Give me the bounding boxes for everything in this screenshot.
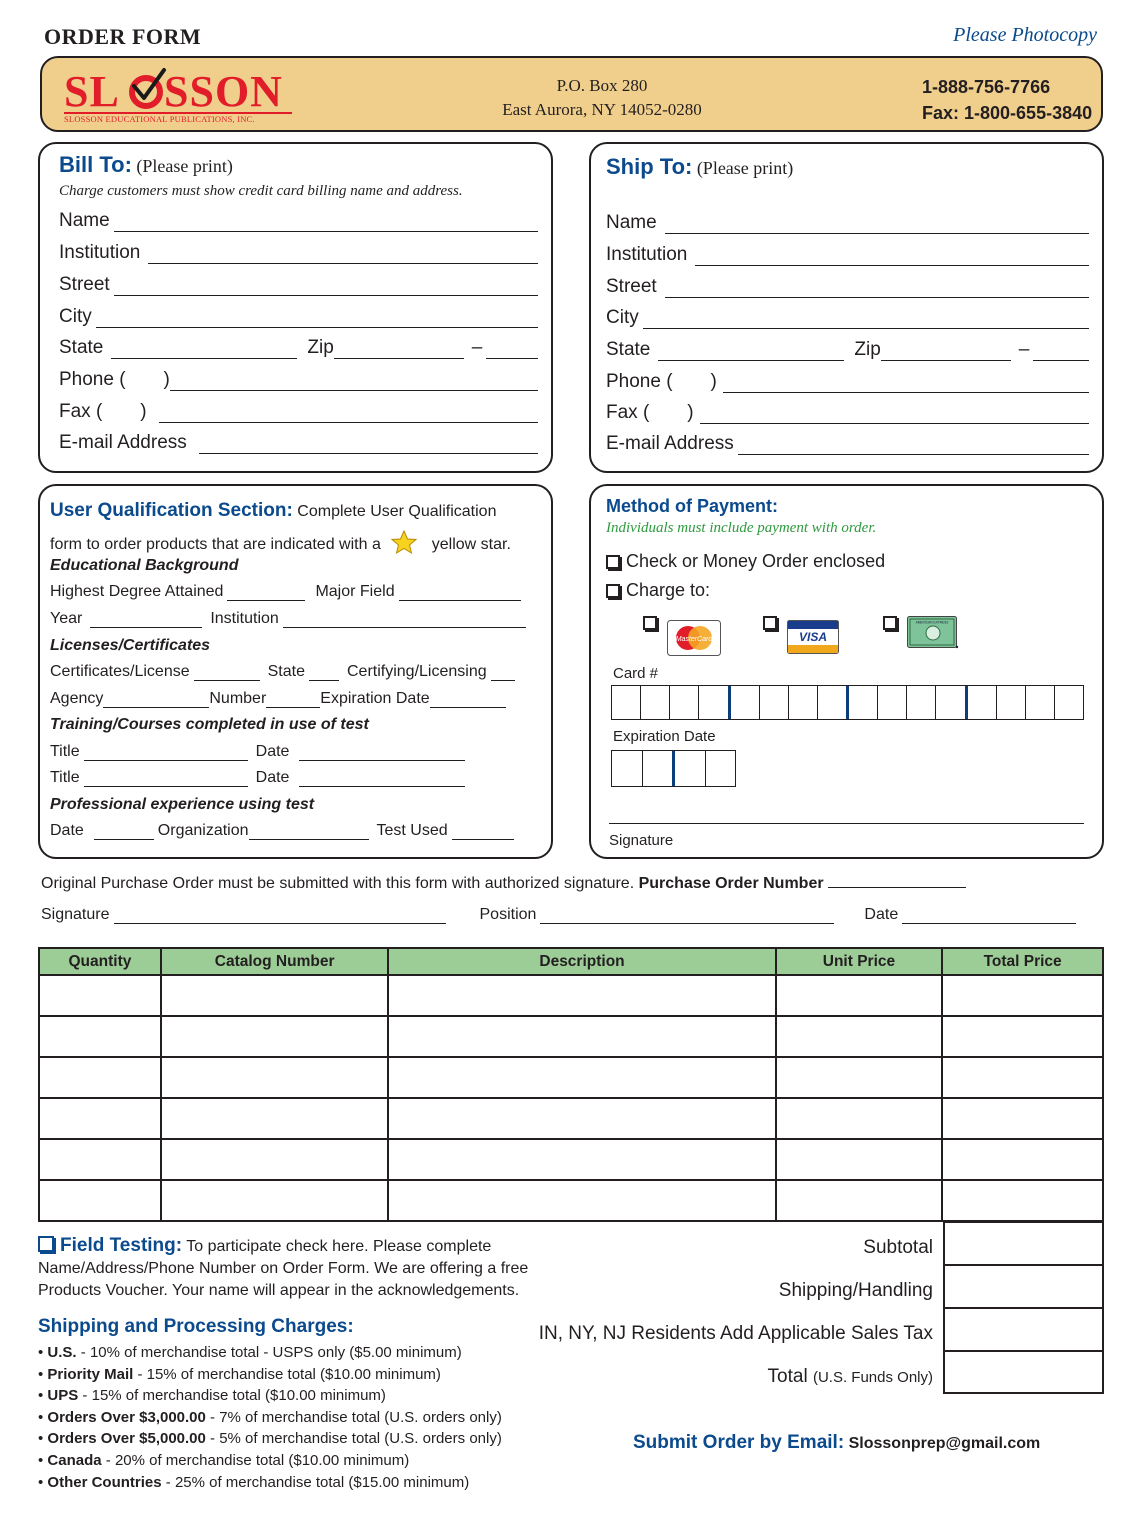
table-cell[interactable] (942, 1098, 1103, 1139)
charge-checkbox[interactable] (606, 584, 620, 598)
bill-name-field[interactable] (59, 210, 538, 232)
table-row (39, 975, 1103, 1016)
table-header-row (39, 948, 1103, 975)
table-cell[interactable] (39, 1098, 161, 1139)
bill-to-title: Bill To: (59, 152, 132, 177)
test-used-label: Test Used (376, 822, 448, 839)
field-testing-checkbox[interactable] (38, 1236, 54, 1252)
card-digit-box[interactable] (878, 686, 907, 719)
bill-to-panel (38, 142, 553, 473)
table-cell[interactable] (161, 1139, 389, 1180)
card-digit-box[interactable] (789, 686, 818, 719)
header-banner (40, 56, 1103, 132)
training-date-line-2[interactable] (299, 773, 465, 787)
table-cell[interactable] (39, 1057, 161, 1098)
bill-zip-label: Zip (307, 337, 334, 358)
slosson-logo (64, 66, 294, 128)
shipping-item-text: - 5% of merchandise total (U.S. orders only) (205, 1430, 502, 1448)
photocopy-note: Please Photocopy (953, 24, 1097, 46)
ship-city-label: City (606, 307, 639, 328)
ship-state-label: State (606, 339, 651, 360)
qualification-intro-3: yellow star. (431, 536, 511, 553)
ship-city-field[interactable] (606, 307, 1089, 329)
shipping-cell[interactable] (945, 1266, 1102, 1309)
ship-email-label: E-mail Address (606, 433, 734, 454)
ship-to-panel (589, 142, 1104, 473)
shipping-item-label: Orders Over $5,000.00 (47, 1430, 206, 1448)
bullet-icon: • (38, 1430, 48, 1448)
bill-phone-field[interactable] (59, 369, 538, 391)
table-cell[interactable] (388, 1016, 775, 1057)
table-cell[interactable] (161, 1016, 389, 1057)
address-line-2: East Aurora, NY 14052-0280 (502, 100, 702, 119)
total-label-row (768, 1366, 933, 1388)
ship-street-field[interactable] (606, 276, 1089, 298)
check-option[interactable] (606, 551, 885, 572)
field-testing-line-3: Products Voucher. Your name will appear in the acknowledgements. (38, 1282, 520, 1299)
order-items-table (38, 947, 1104, 1222)
experience-row[interactable] (50, 822, 522, 840)
test-used-line[interactable] (452, 826, 514, 840)
major-line[interactable] (399, 587, 521, 601)
tax-cell[interactable] (945, 1309, 1102, 1352)
bill-street-field[interactable] (59, 274, 538, 296)
bill-city-label: City (59, 306, 92, 327)
table-cell[interactable] (776, 1180, 943, 1221)
bill-to-subtitle: (Please print) (136, 156, 233, 176)
sales-tax-label: IN, NY, NJ Residents Add Applicable Sales Tax (538, 1323, 933, 1344)
bullet-icon: • (38, 1451, 48, 1469)
organization-label: Organization (157, 822, 249, 839)
shipping-item (38, 1428, 502, 1450)
card-digit-box[interactable] (699, 686, 730, 719)
po-signature-row (41, 906, 1086, 924)
table-row (39, 1139, 1103, 1180)
shipping-item-text: - 7% of merchandise total (U.S. orders only) (205, 1408, 502, 1426)
table-body (39, 975, 1103, 1221)
ship-phone-label: Phone ( (606, 371, 673, 392)
check-checkbox[interactable] (606, 555, 620, 569)
expiration-digit-box[interactable] (706, 751, 736, 786)
table-row (39, 1180, 1103, 1221)
mailing-address (482, 74, 722, 122)
agency-row[interactable] (50, 690, 514, 708)
training-heading: Training/Courses completed in use of test (50, 716, 369, 733)
table-row (39, 1098, 1103, 1139)
card-digit-box[interactable] (1055, 686, 1083, 719)
bill-email-line[interactable] (199, 436, 538, 454)
bill-institution-label: Institution (59, 242, 141, 263)
certificates-label: Certificates/License (50, 663, 190, 680)
ship-fax-field[interactable] (606, 402, 1089, 424)
shipping-list (38, 1342, 502, 1493)
shipping-item-text: - 15% of merchandise total ($10.00 minimum) (133, 1365, 441, 1383)
address-line-1: P.O. Box 280 (556, 76, 648, 95)
po-signature-line[interactable] (114, 910, 446, 924)
col-unit-price: Unit Price (776, 948, 943, 975)
card-expiration-label: Expiration Date (613, 728, 716, 745)
svg-text:SSON: SSON (164, 67, 283, 112)
bill-zip-dash: – (471, 337, 483, 358)
table-cell[interactable] (161, 1057, 389, 1098)
field-testing-block (38, 1235, 578, 1302)
table-cell[interactable] (388, 1098, 775, 1139)
bill-fax-label: Fax ( (59, 401, 103, 422)
cert-state-label: State (267, 663, 305, 680)
degree-row[interactable] (50, 583, 529, 601)
qualification-intro-2: form to order products that are indicated with a (50, 536, 381, 553)
table-cell[interactable] (388, 1180, 775, 1221)
table-cell[interactable] (776, 1057, 943, 1098)
card-number-input[interactable] (611, 685, 1084, 720)
payment-panel (589, 484, 1104, 859)
totals-box (943, 1221, 1104, 1394)
experience-date-line[interactable] (94, 826, 154, 840)
po-number-label: Purchase Order Number (638, 875, 824, 892)
table-cell[interactable] (161, 1098, 389, 1139)
expiration-digit-box[interactable] (675, 751, 706, 786)
mastercard-text: MasterCard (675, 636, 713, 643)
ship-zip-label: Zip (854, 339, 881, 360)
ship-street-label: Street (606, 276, 657, 297)
payment-title: Method of Payment: (606, 496, 779, 516)
po-position-line[interactable] (540, 910, 834, 924)
year-line[interactable] (90, 614, 202, 628)
card-digit-box[interactable] (612, 686, 641, 719)
ship-phone-line[interactable] (723, 375, 1089, 393)
expiration-line[interactable] (430, 694, 506, 708)
amex-checkbox[interactable] (883, 616, 897, 630)
ship-to-title: Ship To: (606, 154, 693, 179)
card-digit-box[interactable] (997, 686, 1026, 719)
ship-to-subtitle: (Please print) (696, 158, 794, 178)
table-row (39, 1057, 1103, 1098)
ship-city-line[interactable] (643, 311, 1089, 329)
bullet-icon: • (38, 1344, 48, 1361)
shipping-item (38, 1407, 502, 1429)
card-digit-box[interactable] (641, 686, 670, 719)
total-label: Total (767, 1366, 808, 1387)
visa-icon (787, 620, 839, 654)
subtotal-label: Subtotal (863, 1237, 933, 1258)
qualification-heading (50, 500, 496, 522)
licenses-heading: Licenses/Certificates (50, 637, 211, 654)
mastercard-icon (667, 620, 721, 656)
table-cell[interactable] (39, 1139, 161, 1180)
bill-state-zip-field[interactable] (59, 337, 538, 359)
ship-email-line[interactable] (738, 437, 1089, 455)
ship-phone-field[interactable] (606, 371, 1089, 393)
major-label: Major Field (315, 583, 395, 600)
certifying-line[interactable] (491, 667, 515, 681)
card-digit-box[interactable] (670, 686, 699, 719)
payment-signature-label: Signature (609, 832, 674, 849)
card-number-label: Card # (613, 665, 659, 682)
bill-zip4-line[interactable] (486, 341, 538, 359)
total-note: (U.S. Funds Only) (812, 1369, 933, 1386)
charge-label: Charge to: (626, 580, 711, 600)
card-digit-box[interactable] (731, 686, 760, 719)
card-digit-box[interactable] (968, 686, 997, 719)
card-digit-box[interactable] (1026, 686, 1055, 719)
ship-name-label: Name (606, 212, 657, 233)
subtotal-cell[interactable] (945, 1223, 1102, 1266)
training-title-line-2[interactable] (84, 773, 248, 787)
bill-to-note: Charge customers must show credit card billing name and address. (59, 183, 463, 199)
shipping-item (38, 1385, 502, 1407)
shipping-title: Shipping and Processing Charges: (38, 1316, 354, 1337)
qualification-intro-1: Complete User Qualification (297, 503, 497, 520)
table-cell[interactable] (942, 1139, 1103, 1180)
ship-name-field[interactable] (606, 212, 1089, 234)
visa-text: VISA (798, 630, 828, 644)
card-digit-box[interactable] (760, 686, 789, 719)
table-cell[interactable] (776, 1139, 943, 1180)
organization-line[interactable] (249, 826, 369, 840)
ship-zip-dash: – (1018, 339, 1030, 360)
ship-institution-label: Institution (606, 244, 688, 265)
table-cell[interactable] (942, 1016, 1103, 1057)
payment-note: Individuals must include payment with order. (606, 520, 877, 536)
number-label: Number (209, 690, 267, 707)
bullet-icon: • (38, 1387, 48, 1405)
degree-line[interactable] (227, 587, 305, 601)
ship-state-zip-field[interactable] (606, 339, 1089, 361)
mastercard-checkbox[interactable] (643, 616, 657, 630)
table-cell[interactable] (388, 1057, 775, 1098)
experience-date-label: Date (50, 822, 84, 839)
shipping-item (38, 1342, 502, 1364)
bill-fax-close: ) (140, 401, 147, 422)
shipping-item-text: - 20% of merchandise total ($10.00 minimum) (101, 1451, 410, 1469)
ship-email-field[interactable] (606, 433, 1089, 455)
col-quantity: Quantity (39, 948, 161, 975)
po-date-label: Date (864, 906, 899, 923)
table-cell[interactable] (161, 1180, 389, 1221)
payment-signature-line[interactable] (609, 823, 1084, 824)
qualification-title: User Qualification Section: (50, 500, 293, 521)
training-date-line[interactable] (299, 747, 465, 761)
table-cell[interactable] (776, 1016, 943, 1057)
check-label: Check or Money Order enclosed (626, 551, 886, 571)
table-cell[interactable] (161, 975, 389, 1016)
bullet-icon: • (38, 1473, 48, 1491)
ship-fax-close: ) (687, 402, 694, 423)
certifying-label: Certifying/Licensing (346, 663, 487, 680)
card-digit-box[interactable] (907, 686, 936, 719)
bill-phone-label: Phone ( (59, 369, 126, 390)
shipping-item (38, 1364, 502, 1386)
po-date-line[interactable] (902, 910, 1076, 924)
shipping-item-label: U.S. (47, 1344, 77, 1361)
shipping-item-label: Other Countries (47, 1473, 162, 1491)
ship-institution-line[interactable] (695, 248, 1089, 266)
card-digit-box[interactable] (936, 686, 967, 719)
ship-name-line[interactable] (665, 216, 1089, 234)
submit-label: Submit Order by Email: (633, 1432, 845, 1453)
submit-email[interactable]: Slossonprep@gmail.com (848, 1435, 1041, 1452)
po-signature-label: Signature (41, 906, 110, 923)
shipping-item-text: - 15% of merchandise total ($10.00 minimum) (78, 1387, 386, 1405)
shipping-item-text: - 10% of merchandise total - USPS only ($5.00 minimum) (76, 1344, 462, 1361)
cert-state-line[interactable] (309, 667, 339, 681)
qualification-panel (38, 484, 553, 859)
training-title-label: Title (50, 743, 80, 760)
certificates-row[interactable] (50, 663, 523, 681)
table-cell[interactable] (388, 1139, 775, 1180)
institution-label: Institution (210, 610, 279, 627)
training-row-1[interactable] (50, 743, 473, 761)
card-digit-box[interactable] (818, 686, 849, 719)
year-row[interactable] (50, 610, 534, 628)
expiration-label: Expiration Date (320, 690, 430, 707)
svg-text:SL: SL (64, 67, 120, 112)
training-title-line[interactable] (84, 747, 248, 761)
table-cell[interactable] (942, 1180, 1103, 1221)
bill-institution-field[interactable] (59, 242, 538, 264)
card-expiration-input[interactable] (611, 750, 736, 787)
table-row (39, 1016, 1103, 1057)
field-testing-title: Field Testing: (60, 1235, 183, 1256)
bill-fax-field[interactable] (59, 401, 538, 423)
amex-icon (907, 616, 959, 650)
logo-tagline: SLOSSON EDUCATIONAL PUBLICATIONS, INC. (64, 114, 255, 124)
po-number-line[interactable] (828, 874, 966, 888)
bill-email-label: E-mail Address (59, 432, 187, 453)
total-cell[interactable] (945, 1352, 1102, 1395)
bill-state-label: State (59, 337, 104, 358)
edu-heading: Educational Background (50, 557, 239, 574)
bill-to-heading (59, 152, 233, 178)
training-row-2[interactable] (50, 769, 473, 787)
table-cell[interactable] (39, 975, 161, 1016)
number-line[interactable] (266, 694, 320, 708)
bill-institution-line[interactable] (148, 246, 538, 264)
qualification-intro-line-2 (50, 530, 511, 554)
bullet-icon: • (38, 1365, 48, 1383)
ship-state-line[interactable] (658, 343, 844, 361)
card-digit-box[interactable] (849, 686, 878, 719)
bill-city-field[interactable] (59, 306, 538, 328)
bill-zip-line[interactable] (334, 341, 464, 359)
shipping-item-label: UPS (47, 1387, 79, 1405)
bill-state-line[interactable] (111, 341, 297, 359)
table-cell[interactable] (39, 1016, 161, 1057)
expiration-digit-box[interactable] (643, 751, 676, 786)
training-date-label-2: Date (255, 769, 290, 786)
qual-institution-line[interactable] (283, 614, 526, 628)
fax-number: Fax: 1-800-655-3840 (922, 103, 1093, 123)
ship-to-heading (606, 154, 793, 180)
col-catalog-number: Catalog Number (161, 948, 389, 975)
experience-heading: Professional experience using test (50, 796, 315, 813)
shipping-item-label: Orders Over $3,000.00 (47, 1408, 206, 1426)
shipping-handling-label: Shipping/Handling (778, 1280, 933, 1301)
visa-checkbox[interactable] (763, 616, 777, 630)
table-cell[interactable] (942, 975, 1103, 1016)
training-title-label-2: Title (50, 769, 80, 786)
training-date-label: Date (255, 743, 290, 760)
col-total-price: Total Price (942, 948, 1103, 975)
bill-city-line[interactable] (96, 310, 538, 328)
form-title: ORDER FORM (44, 24, 202, 49)
logo-wordmark-icon (64, 66, 294, 112)
ship-phone-close: ) (710, 371, 717, 392)
amex-text: AMERICAN EXPRESS (915, 620, 949, 625)
bill-phone-line[interactable] (170, 373, 538, 391)
bill-street-line[interactable] (114, 278, 538, 296)
bill-name-line[interactable] (114, 214, 538, 232)
ship-zip4-line[interactable] (1033, 343, 1089, 361)
degree-label: Highest Degree Attained (50, 583, 224, 600)
bill-fax-line[interactable] (159, 405, 538, 423)
submit-row (633, 1432, 1040, 1454)
bill-street-label: Street (59, 274, 110, 295)
shipping-item-label: Canada (47, 1451, 102, 1469)
shipping-item-text: - 25% of merchandise total ($15.00 minimum) (161, 1473, 470, 1491)
po-position-label: Position (479, 906, 537, 923)
table-cell[interactable] (388, 975, 775, 1016)
agency-line[interactable] (103, 694, 209, 708)
field-testing-line-2: Name/Address/Phone Number on Order Form. We are offering a free (38, 1260, 529, 1277)
ship-street-line[interactable] (665, 280, 1089, 298)
shipping-item (38, 1472, 502, 1494)
yellow-star-icon (391, 530, 417, 554)
table-cell[interactable] (39, 1180, 161, 1221)
col-description: Description (388, 948, 775, 975)
certificates-line[interactable] (194, 667, 260, 681)
bill-phone-close: ) (163, 369, 170, 390)
ship-institution-field[interactable] (606, 244, 1089, 266)
bill-email-field[interactable] (59, 432, 538, 454)
table-cell[interactable] (942, 1057, 1103, 1098)
ship-fax-label: Fax ( (606, 402, 650, 423)
expiration-digit-box[interactable] (612, 751, 643, 786)
po-row (41, 874, 966, 893)
table-cell[interactable] (776, 1098, 943, 1139)
year-label: Year (50, 610, 83, 627)
field-testing-line-1: To participate check here. Please complete (186, 1238, 492, 1255)
contact-info (922, 74, 1092, 126)
table-cell[interactable] (776, 975, 943, 1016)
shipping-item-label: Priority Mail (47, 1365, 134, 1383)
ship-zip-line[interactable] (881, 343, 1011, 361)
bullet-icon: • (38, 1408, 48, 1426)
shipping-item (38, 1450, 502, 1472)
po-text: Original Purchase Order must be submitted with this form with authorized signature. (41, 875, 635, 892)
charge-option[interactable] (606, 580, 710, 601)
phone-number: 1-888-756-7766 (922, 77, 1051, 97)
bill-name-label: Name (59, 210, 110, 231)
agency-label: Agency (50, 690, 104, 707)
ship-fax-line[interactable] (700, 406, 1089, 424)
